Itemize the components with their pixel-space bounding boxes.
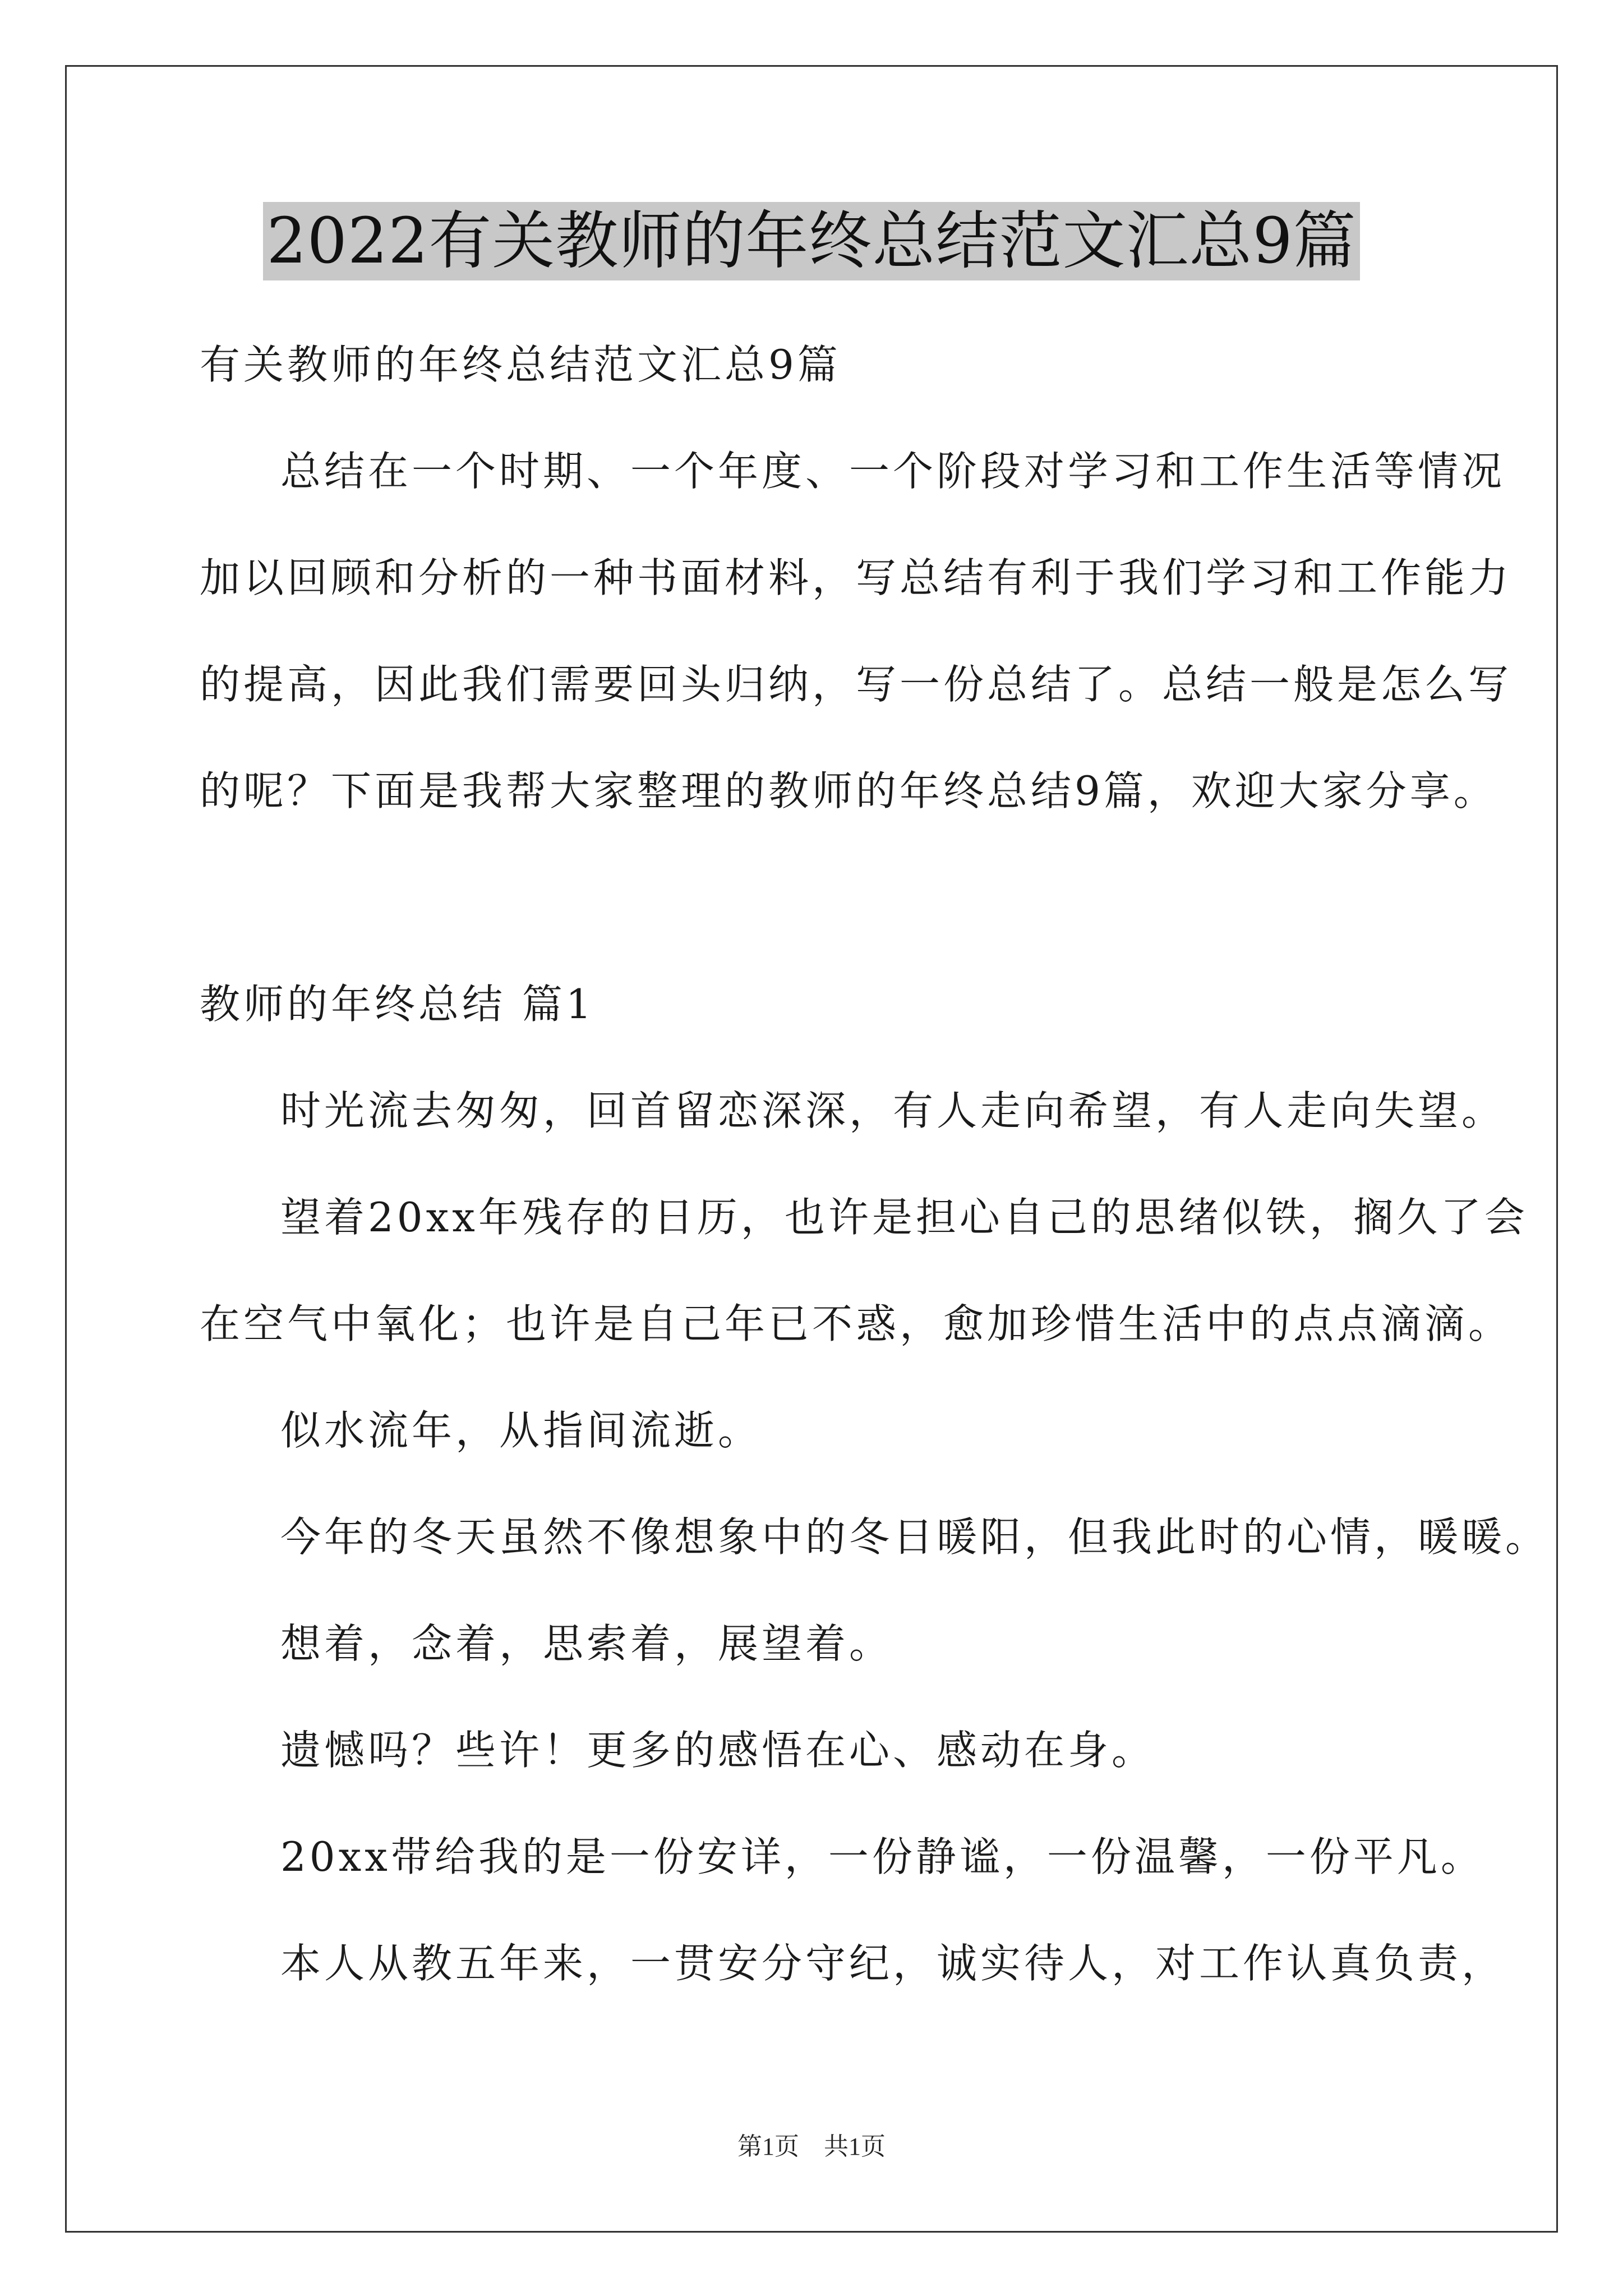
document-subtitle: 有关教师的年终总结范文汇总9篇 xyxy=(200,341,841,388)
section-line-9: 本人从教五年来，一贯安分守纪，诚实待人，对工作认真负责， xyxy=(280,1940,1506,1987)
title-block xyxy=(0,202,1623,280)
section-line-4: 似水流年，从指间流逝。 xyxy=(280,1407,762,1454)
section-line-2: 望着20xx年残存的日历，也许是担心自己的思绪似铁，搁久了会 xyxy=(280,1194,1528,1241)
section-line-1: 时光流去匆匆，回首留恋深深，有人走向希望，有人走向失望。 xyxy=(280,1087,1506,1134)
paragraph-gap xyxy=(200,844,1445,951)
intro-line-4: 的呢？下面是我帮大家整理的教师的年终总结9篇，欢迎大家分享。 xyxy=(200,767,1497,815)
page-footer xyxy=(0,2126,1623,2162)
section-line-5: 今年的冬天虽然不像想象中的冬日暖阳，但我此时的心情，暖暖。 xyxy=(280,1513,1550,1561)
document-body xyxy=(200,311,1550,2017)
intro-line-2: 加以回顾和分析的一种书面材料，写总结有利于我们学习和工作能力 xyxy=(200,554,1513,601)
section-line-7: 遗憾吗？些许！更多的感悟在心、感动在身。 xyxy=(280,1727,1156,1774)
section-heading: 教师的年终总结 篇1 xyxy=(200,981,595,1028)
page-number: 第1页 共1页 xyxy=(737,2133,886,2160)
intro-line-1: 总结在一个时期、一个年度、一个阶段对学习和工作生活等情况 xyxy=(280,448,1506,495)
section-line-3: 在空气中氧化；也许是自己年已不惑，愈加珍惜生活中的点点滴滴。 xyxy=(200,1300,1513,1347)
document-title: 2022有关教师的年终总结范文汇总9篇 xyxy=(263,202,1359,280)
section-line-8: 20xx带给我的是一份安详，一份静谧，一份温馨，一份平凡。 xyxy=(280,1833,1484,1880)
intro-line-3: 的提高，因此我们需要回头归纳，写一份总结了。总结一般是怎么写 xyxy=(200,661,1513,708)
section-line-6: 想着，念着，思索着，展望着。 xyxy=(280,1620,893,1667)
